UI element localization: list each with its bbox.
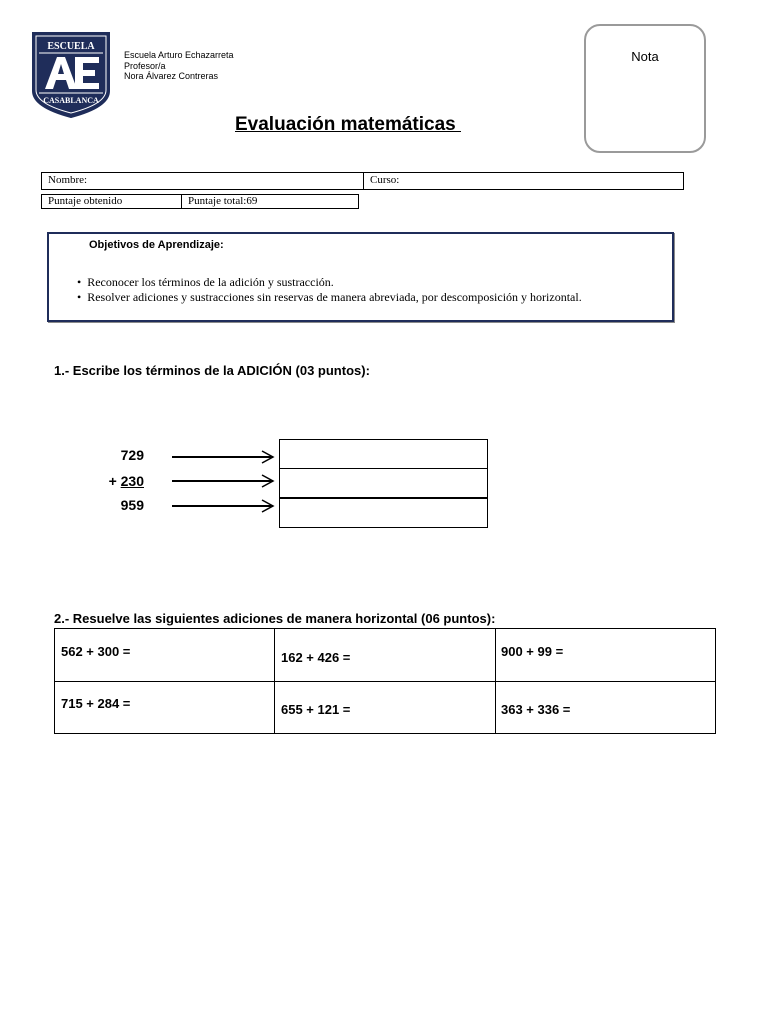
learning-objectives-box bbox=[47, 232, 674, 322]
school-name: Escuela Arturo Echazarreta bbox=[124, 50, 234, 60]
addend-1: 729 bbox=[120, 447, 144, 463]
addition-cell[interactable] bbox=[55, 629, 275, 682]
score-obtained-field[interactable] bbox=[41, 194, 182, 209]
addition-exercise: 162 + 426 = bbox=[281, 650, 351, 665]
logo-top-text: ESCUELA bbox=[47, 41, 95, 52]
score-total-field bbox=[181, 194, 359, 209]
question-2-title: 2.- Resuelve las siguientes adiciones de manera horizontal (06 puntos): bbox=[54, 611, 496, 626]
term-answer-box-1[interactable] bbox=[279, 439, 488, 469]
name-label: Nombre: bbox=[48, 174, 88, 186]
sum-result: 959 bbox=[120, 497, 144, 513]
plus-sign: + bbox=[108, 473, 117, 489]
objectives-title: Objetivos de Aprendizaje: bbox=[89, 239, 224, 251]
arrow-right-icon bbox=[170, 474, 276, 488]
addition-exercise: 900 + 99 = bbox=[501, 644, 564, 659]
term-answer-box-2[interactable] bbox=[279, 468, 488, 498]
logo-bottom-text: CASABLANCA bbox=[43, 96, 99, 105]
arrow-right-icon bbox=[170, 499, 276, 513]
addition-cell[interactable] bbox=[495, 681, 715, 733]
score-total-label: Puntaje total:69 bbox=[188, 195, 258, 207]
addition-cell[interactable] bbox=[274, 629, 496, 682]
arrow-right-icon bbox=[170, 450, 276, 464]
question-1-title: 1.- Escribe los términos de la ADICIÓN (03 puntos): bbox=[54, 363, 370, 378]
objective-item: • Resolver adiciones y sustracciones sin reservas de manera abreviada, por descomposición y horizontal. bbox=[77, 290, 582, 305]
objective-item: • Reconocer los términos de la adición y sustracción. bbox=[77, 275, 582, 290]
addend-2: 230 bbox=[120, 473, 144, 489]
addition-exercise: 715 + 284 = bbox=[61, 696, 131, 711]
addition-exercise: 363 + 336 = bbox=[501, 702, 571, 717]
addend-2-row bbox=[94, 473, 144, 489]
addition-cell[interactable] bbox=[274, 681, 496, 733]
course-label: Curso: bbox=[370, 174, 400, 186]
teacher-label: Profesor/a bbox=[124, 60, 166, 71]
objectives-list bbox=[77, 275, 582, 305]
page-title: Evaluación matemáticas bbox=[235, 114, 461, 135]
addition-exercise: 562 + 300 = bbox=[61, 644, 131, 659]
addition-cell[interactable] bbox=[495, 629, 715, 682]
teacher-name: Nora Álvarez Contreras bbox=[124, 71, 219, 81]
score-obtained-label: Puntaje obtenido bbox=[48, 195, 123, 207]
school-logo bbox=[31, 31, 111, 119]
name-field[interactable] bbox=[41, 172, 364, 190]
grade-label: Nota bbox=[631, 49, 659, 64]
school-info bbox=[124, 50, 234, 82]
addition-cell[interactable] bbox=[55, 681, 275, 733]
course-field[interactable] bbox=[363, 172, 684, 190]
addition-grid bbox=[54, 628, 716, 734]
term-answer-box-3[interactable] bbox=[279, 498, 488, 528]
addition-exercise: 655 + 121 = bbox=[281, 702, 351, 717]
